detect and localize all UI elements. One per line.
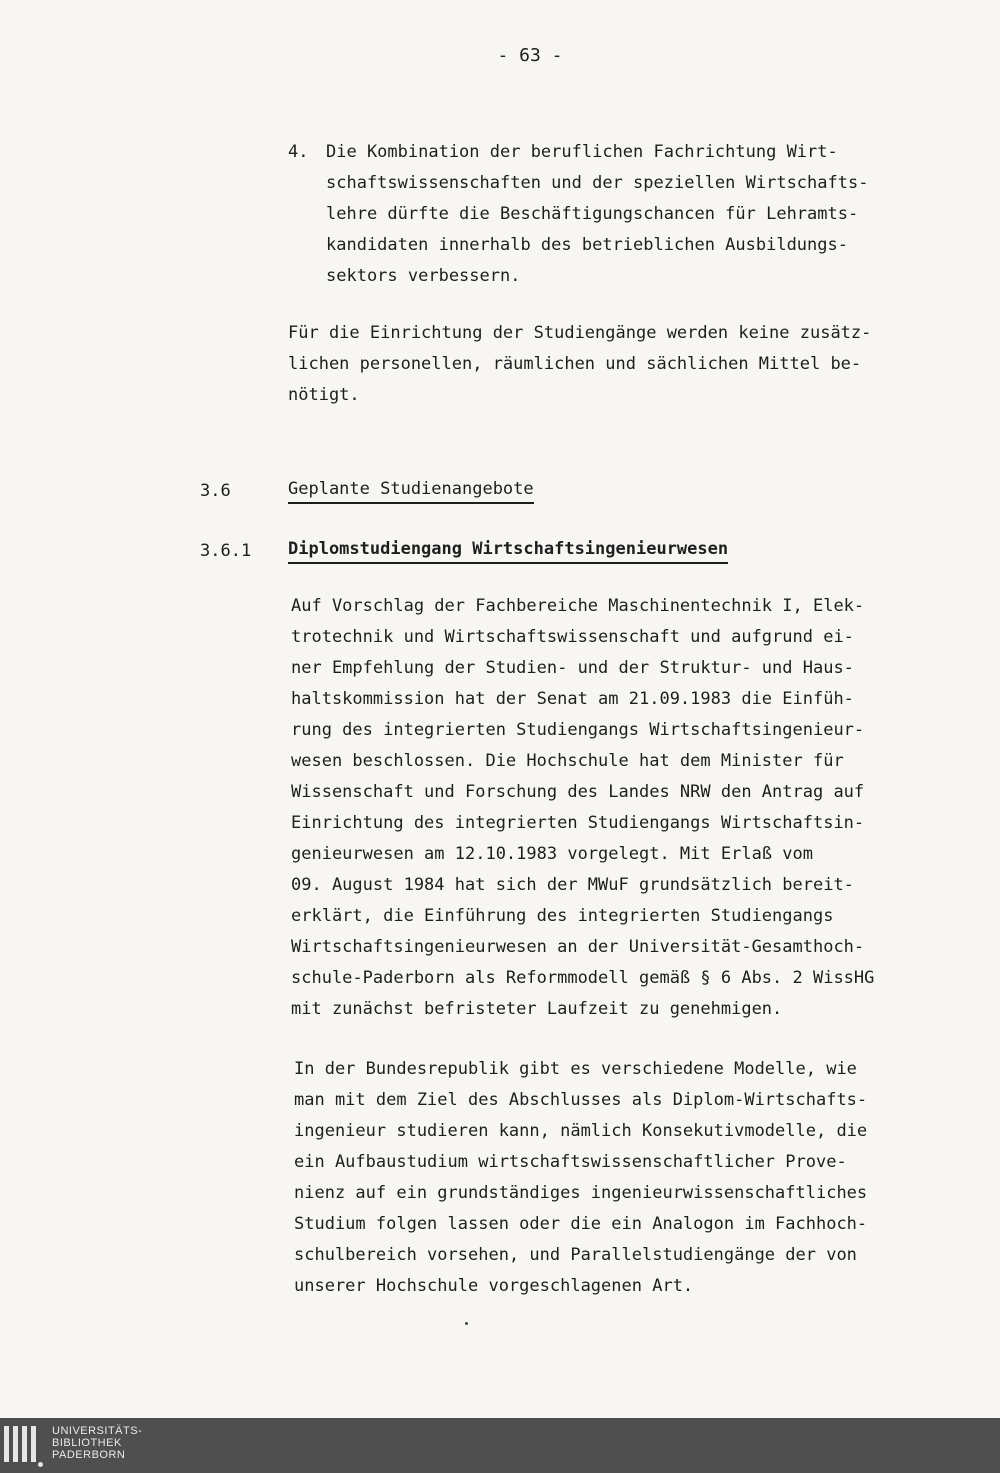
library-footer bbox=[0, 1418, 1000, 1473]
library-logo-text bbox=[52, 1425, 142, 1461]
scan-speck bbox=[465, 1322, 468, 1325]
subsection-title: Diplomstudiengang Wirtschaftsingenieurwesen bbox=[288, 539, 728, 564]
list-item-text: Die Kombination der beruflichen Fachrichtung Wirt- schaftswissenschaften und der speziellen Wirtschafts- lehre dürfte die Beschäftigungschancen für Lehramts- kandidaten innerhalb des betrieblichen Ausbildungs- sektors verbessern. bbox=[326, 142, 869, 286]
logo-line-1: UNIVERSITÄTS- bbox=[52, 1425, 143, 1437]
paragraph-resources: Für die Einrichtung der Studiengänge werden keine zusätz- lichen personellen, räumlichen und sächlichen Mittel be- nötigt. bbox=[288, 323, 872, 405]
library-logo-icon bbox=[4, 1426, 40, 1466]
list-item-number: 4. bbox=[288, 142, 309, 162]
section-number: 3.6 bbox=[200, 481, 231, 501]
logo-line-3: PADERBORN bbox=[52, 1449, 126, 1461]
subsection-number: 3.6.1 bbox=[200, 541, 252, 561]
paragraph-proposal: Auf Vorschlag der Fachbereiche Maschinentechnik I, Elek- trotechnik und Wirtschaftswissenschaft und aufgrund ei- ner Empfehlung der Studien- und der Struktur- und Haus- haltskommission hat der Senat am 21.09.1983 die Einfüh- rung des integrierten Studiengangs Wirtschaftsingenieur- wesen beschlossen. Die Hochschule hat dem Minister für Wissenschaft und Forschung des Landes NRW den Antrag auf Einrichtung des integrierten Studiengangs Wirtschaftsin- genieurwesen am 12.10.1983 vorgelegt. Mit Erlaß vom 09. August 1984 hat sich der MWuF grundsätzlich bereit- erklärt, die Einführung des integrierten Studiengangs Wirtschaftsingenieurwesen an der Universität-Gesamthoch- schule-Paderborn als Reformmodell gemäß § 6 Abs. 2 WissHG mit zunächst befristeter Laufzeit zu genehmigen. bbox=[291, 596, 875, 1019]
logo-line-2: BIBLIOTHEK bbox=[52, 1437, 122, 1449]
page-number: - 63 - bbox=[497, 45, 563, 66]
paragraph-models: In der Bundesrepublik gibt es verschiedene Modelle, wie man mit dem Ziel des Abschlusses als Diplom-Wirtschafts- ingenieur studieren kann, nämlich Konsekutivmodelle, die ein Aufbaustudium wirtschaftswissenschaftlicher Prove- nienz auf ein grundständiges ingenieurwissenschaftliches Studium folgen lassen oder die ein Analogon im Fachhoch- schulbereich vorsehen, und Parallelstudiengänge der von unserer Hochschule vorgeschlagenen Art. bbox=[294, 1059, 868, 1296]
section-title: Geplante Studienangebote bbox=[288, 479, 534, 504]
